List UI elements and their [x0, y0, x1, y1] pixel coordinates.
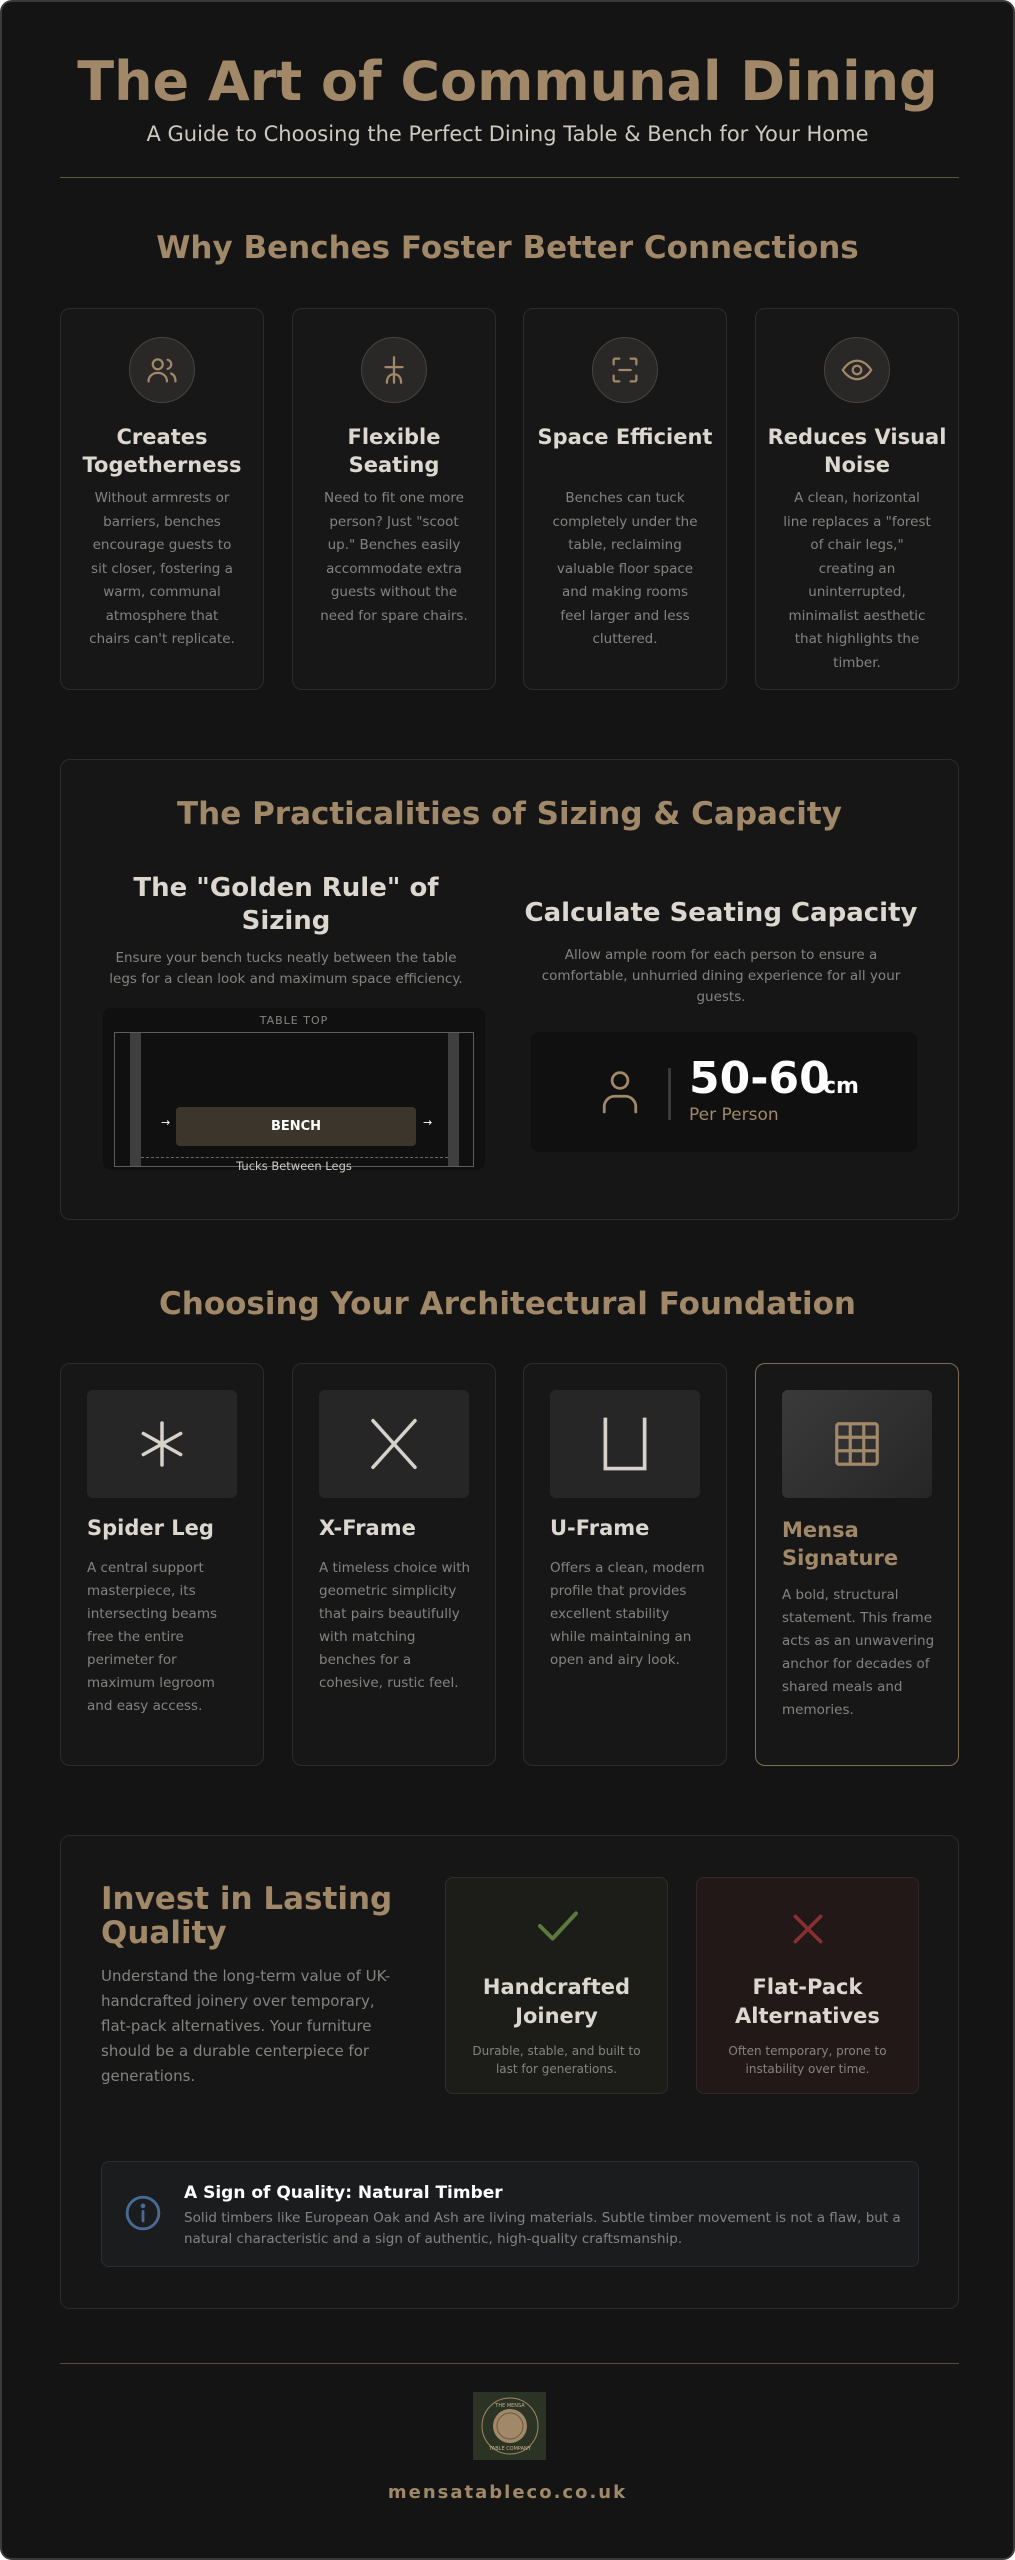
- benefit-card-flexible: [292, 308, 496, 690]
- cross-icon: [789, 1910, 827, 1952]
- timber-note: [101, 2161, 919, 2267]
- table-leg-left: [130, 1033, 141, 1166]
- table-outline: [114, 1032, 474, 1167]
- benefit-title: Creates Togetherness: [82, 425, 242, 477]
- arrow-right-icon: →: [423, 1116, 433, 1129]
- page-subtitle: A Guide to Choosing the Perfect Dining Table & Bench for Your Home: [146, 122, 869, 146]
- good-option-card: [445, 1877, 668, 2094]
- timber-note-body: Solid timbers like European Oak and Ash are living materials. Subtle timber movement is not a flaw, but a natural characteristic and a sign of authentic, high-quality craftsmanship.: [184, 2210, 901, 2247]
- eye-icon: [824, 337, 890, 403]
- page-title: The Art of Communal Dining: [77, 50, 938, 113]
- arrow-right-icon: →: [161, 1116, 171, 1129]
- frame-body: A bold, structural statement. This frame acts as an unwavering anchor for decades of shared meals and memories.: [782, 1587, 935, 1718]
- frame-title: Spider Leg: [87, 1516, 214, 1540]
- benefit-card-space: [523, 308, 727, 690]
- bad-option-card: [696, 1877, 919, 2094]
- frame-card-mensa-signature: [755, 1363, 959, 1766]
- timber-note-title: A Sign of Quality: Natural Timber: [184, 2183, 503, 2203]
- frame-title: X-Frame: [319, 1516, 416, 1540]
- svg-text:TABLE COMPANY: TABLE COMPANY: [488, 2446, 531, 2452]
- invest-title: Invest in Lasting Quality: [101, 1881, 393, 1951]
- frame-body: A timeless choice with geometric simplicity that pairs beautifully with matching benches for a cohesive, rustic feel.: [319, 1560, 471, 1691]
- benefit-body: Benches can tuck completely under the table, reclaiming valuable floor space and making rooms feel larger and less cluttered.: [552, 490, 698, 647]
- golden-rule-title: The "Golden Rule" of Sizing: [133, 873, 439, 936]
- frame-card-u-frame: [523, 1363, 727, 1766]
- person-icon: [599, 1068, 641, 1118]
- why-section-title: Why Benches Foster Better Connections: [156, 230, 859, 266]
- sizing-section-title: The Practicalities of Sizing & Capacity: [177, 796, 842, 832]
- frame-title: Mensa Signature: [782, 1518, 899, 1570]
- expand-icon: [361, 337, 427, 403]
- x-frame-icon: [319, 1390, 469, 1498]
- table-top-label: TABLE TOP: [259, 1014, 329, 1027]
- divider: [60, 177, 959, 178]
- footer-url[interactable]: mensatableco.co.uk: [387, 2482, 628, 2503]
- invest-body: Understand the long-term value of UK-handcrafted joinery over temporary, flat-pack alternatives. Your furniture should be a durable centerpiece for generations.: [101, 1967, 391, 2085]
- logo-seal-icon: [479, 2395, 541, 2457]
- info-icon: [124, 2194, 162, 2236]
- frame-title: U-Frame: [550, 1516, 650, 1540]
- bad-option-body: Often temporary, prone to instability over time.: [728, 2044, 887, 2076]
- invest-panel: [60, 1835, 959, 2309]
- bad-option-title: Flat-Pack Alternatives: [735, 1975, 880, 2028]
- grid-icon: [782, 1390, 932, 1498]
- capacity-title: Calculate Seating Capacity: [524, 898, 918, 928]
- benefit-card-togetherness: [60, 308, 264, 690]
- benefit-body: Need to fit one more person? Just "scoot up." Benches easily accommodate extra guests without the need for spare chairs.: [320, 490, 468, 624]
- benefit-title: Space Efficient: [537, 425, 713, 449]
- benefit-body: Without armrests or barriers, benches encourage guests to sit closer, fostering a warm, communal atmosphere that chairs can't replicate.: [89, 490, 235, 647]
- capacity-value: 50-60: [689, 1053, 830, 1104]
- good-option-body: Durable, stable, and built to last for generations.: [472, 2044, 641, 2076]
- benefit-body: A clean, horizontal line replaces a "forest of chair legs," creating an uninterrupted, minimalist aesthetic that highlights the timber.: [783, 490, 931, 671]
- frame-body: Offers a clean, modern profile that provides excellent stability while maintaining an open and airy look.: [550, 1560, 705, 1668]
- frame-card-x-frame: [292, 1363, 496, 1766]
- benefit-title: Flexible Seating: [347, 425, 441, 477]
- bench-shape: BENCH: [176, 1107, 416, 1146]
- svg-text:THE MENSA: THE MENSA: [494, 2403, 525, 2409]
- foundation-section-title: Choosing Your Architectural Foundation: [159, 1286, 856, 1322]
- benefit-card-visual-noise: [755, 308, 959, 690]
- capacity-label: Per Person: [689, 1105, 779, 1125]
- checkmark-icon: [536, 1908, 580, 1948]
- frame-card-spider-leg: [60, 1363, 264, 1766]
- scan-icon: [592, 337, 658, 403]
- table-leg-right: [448, 1033, 459, 1166]
- people-icon: [129, 337, 195, 403]
- dashed-line: [141, 1157, 448, 1158]
- divider: [60, 2363, 959, 2364]
- divider: [668, 1068, 671, 1120]
- bench-diagram: [103, 1008, 485, 1173]
- golden-rule-body: Ensure your bench tucks neatly between the table legs for a clean look and maximum space efficiency.: [109, 950, 463, 987]
- asterisk-icon: [87, 1390, 237, 1498]
- company-logo: [473, 2392, 546, 2460]
- u-frame-icon: [550, 1390, 700, 1498]
- good-option-title: Handcrafted Joinery: [482, 1975, 631, 2028]
- capacity-unit: cm: [823, 1074, 859, 1099]
- frame-body: A central support masterpiece, its intersecting beams free the entire perimeter for maximum legroom and easy access.: [87, 1560, 218, 1714]
- capacity-box: [531, 1032, 917, 1152]
- diagram-caption: Tucks Between Legs: [236, 1159, 352, 1173]
- sizing-panel: [60, 759, 959, 1220]
- benefit-title: Reduces Visual Noise: [767, 425, 947, 477]
- capacity-body: Allow ample room for each person to ensure a comfortable, unhurried dining experience for all your guests.: [541, 947, 901, 1005]
